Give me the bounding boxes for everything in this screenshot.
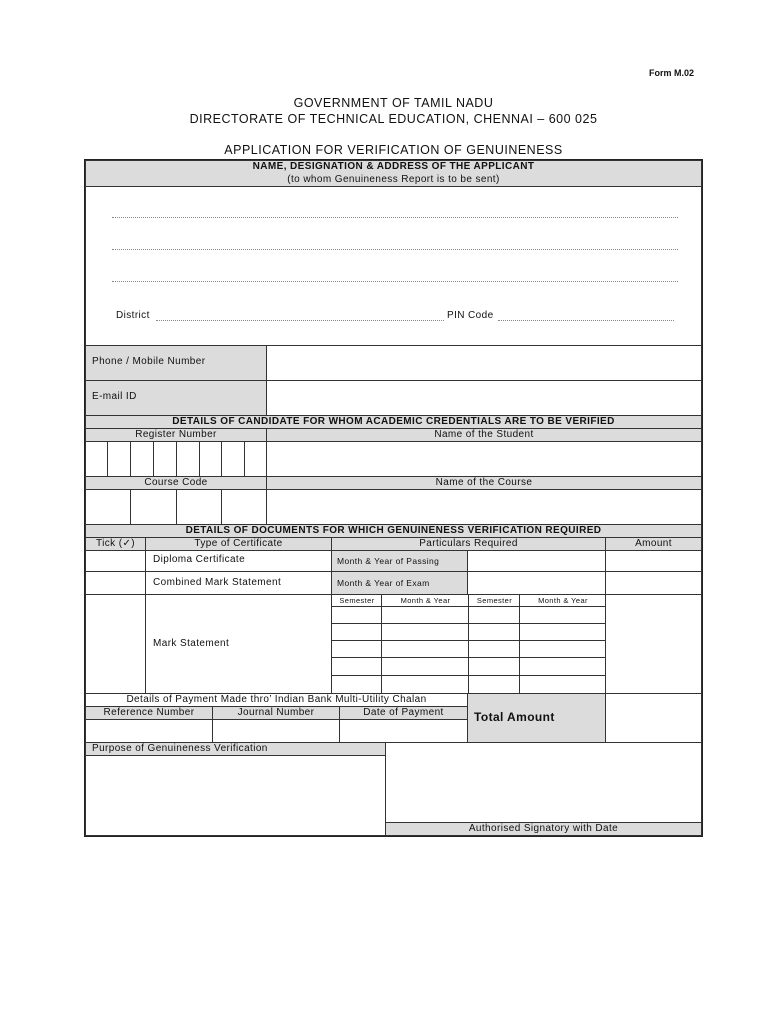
month-year-exam-label: Month & Year of Exam [337, 578, 430, 588]
course-name-header [266, 476, 702, 490]
purpose-label: Purpose of Genuineness Verification [92, 743, 268, 754]
signature-area[interactable] [385, 742, 702, 823]
course-code-label: Course Code [144, 477, 208, 488]
total-amount-label-cell [467, 693, 606, 743]
particulars-label: Particulars Required [419, 538, 518, 549]
register-digit-box[interactable] [176, 441, 200, 477]
tick-header [85, 537, 146, 551]
register-digit-box[interactable] [244, 441, 267, 477]
signatory-label: Authorised Signatory with Date [468, 823, 619, 834]
email-label: E-mail ID [92, 391, 137, 402]
applicant-subheading: (to whom Genuineness Report is to be sent) [287, 174, 500, 185]
purpose-field[interactable] [85, 755, 386, 836]
student-name-header [266, 428, 702, 442]
course-name-field[interactable] [266, 489, 702, 525]
course-code-box[interactable] [176, 489, 222, 525]
diploma-certificate-label: Diploma Certificate [153, 554, 246, 565]
course-code-header [85, 476, 267, 490]
payment-heading-cell [85, 693, 468, 707]
payment-date-field[interactable] [339, 719, 468, 743]
government-heading: GOVERNMENT OF TAMIL NADU [293, 96, 494, 110]
pin-code-field[interactable] [498, 320, 674, 321]
semester-subheader: Semester [339, 596, 375, 605]
form-number: Form M.02 [648, 68, 694, 78]
exam-label-cell [331, 571, 468, 595]
payment-date-header [339, 706, 468, 720]
phone-label: Phone / Mobile Number [92, 356, 206, 367]
type-label: Type of Certificate [194, 538, 283, 549]
address-area[interactable] [85, 186, 702, 346]
address-line-3[interactable] [112, 281, 678, 282]
register-digit-box[interactable] [199, 441, 222, 477]
journal-number-header [212, 706, 340, 720]
particulars-header [331, 537, 606, 551]
register-digit-box[interactable] [85, 441, 108, 477]
combined-type-cell [145, 571, 332, 595]
register-digit-box[interactable] [130, 441, 154, 477]
purpose-header [85, 742, 386, 756]
semester-grid [331, 594, 606, 694]
applicant-heading: NAME, DESIGNATION & ADDRESS OF THE APPLICANT [252, 161, 535, 172]
passing-label-cell [331, 550, 468, 572]
payment-date-label: Date of Payment [363, 707, 444, 718]
passing-field[interactable] [467, 550, 606, 572]
journal-number-field[interactable] [212, 719, 340, 743]
combined-amount-field[interactable] [605, 571, 702, 595]
form-sheet [84, 159, 703, 837]
address-line-2[interactable] [112, 249, 678, 250]
type-header [145, 537, 332, 551]
course-code-box[interactable] [130, 489, 177, 525]
candidate-heading-band [85, 415, 702, 429]
diploma-amount-field[interactable] [605, 550, 702, 572]
course-name-label: Name of the Course [435, 477, 533, 488]
mark-statement-label: Mark Statement [153, 638, 230, 649]
student-name-label: Name of the Student [434, 429, 534, 440]
candidate-heading: DETAILS OF CANDIDATE FOR WHOM ACADEMIC CREDENTIALS ARE TO BE VERIFIED [172, 416, 615, 427]
student-name-field[interactable] [266, 441, 702, 477]
semester-subheader: Semester [476, 596, 513, 605]
course-code-box[interactable] [85, 489, 131, 525]
total-amount-field[interactable] [605, 693, 702, 743]
tick-box-combined[interactable] [85, 571, 146, 595]
journal-number-label: Journal Number [237, 707, 315, 718]
month-year-passing-label: Month & Year of Passing [337, 556, 440, 566]
pin-code-label: PIN Code [447, 310, 494, 321]
reference-number-header [85, 706, 213, 720]
tick-box-mark-statement[interactable] [85, 594, 146, 694]
register-digit-box[interactable] [107, 441, 131, 477]
phone-field[interactable] [266, 345, 702, 381]
phone-label-cell [85, 345, 267, 381]
amount-label: Amount [635, 538, 672, 549]
district-field[interactable] [156, 320, 444, 321]
tick-label: Tick (✓) [96, 538, 135, 549]
month-year-subheader: Month & Year [538, 596, 588, 605]
diploma-type-cell [145, 550, 332, 572]
register-digit-box[interactable] [221, 441, 245, 477]
register-number-label: Register Number [135, 429, 217, 440]
total-amount-label: Total Amount [474, 710, 555, 724]
reference-number-field[interactable] [85, 719, 213, 743]
address-line-1[interactable] [112, 217, 678, 218]
register-number-header [85, 428, 267, 442]
exam-field[interactable] [467, 571, 606, 595]
month-year-subheader: Month & Year [400, 596, 451, 605]
register-digit-box[interactable] [153, 441, 177, 477]
email-field[interactable] [266, 380, 702, 416]
district-label: District [116, 310, 150, 321]
combined-mark-statement-label: Combined Mark Statement [153, 577, 282, 588]
reference-number-label: Reference Number [103, 707, 195, 718]
payment-heading: Details of Payment Made thro’ Indian Bank Multi-Utility Chalan [126, 694, 427, 705]
tick-box-diploma[interactable] [85, 550, 146, 572]
amount-header [605, 537, 702, 551]
mark-statement-amount-field[interactable] [605, 594, 702, 694]
applicant-heading-band [85, 160, 702, 187]
documents-heading: DETAILS OF DOCUMENTS FOR WHICH GENUINENESS VERIFICATION REQUIRED [185, 525, 602, 536]
course-code-box[interactable] [221, 489, 267, 525]
directorate-heading: DIRECTORATE OF TECHNICAL EDUCATION, CHENNAI – 600 025 [189, 112, 598, 126]
mark-statement-type-cell [145, 594, 332, 694]
documents-heading-band [85, 524, 702, 538]
signatory-footer [385, 822, 702, 836]
form-title: APPLICATION FOR VERIFICATION OF GENUINENESS [224, 143, 563, 157]
email-label-cell [85, 380, 267, 416]
